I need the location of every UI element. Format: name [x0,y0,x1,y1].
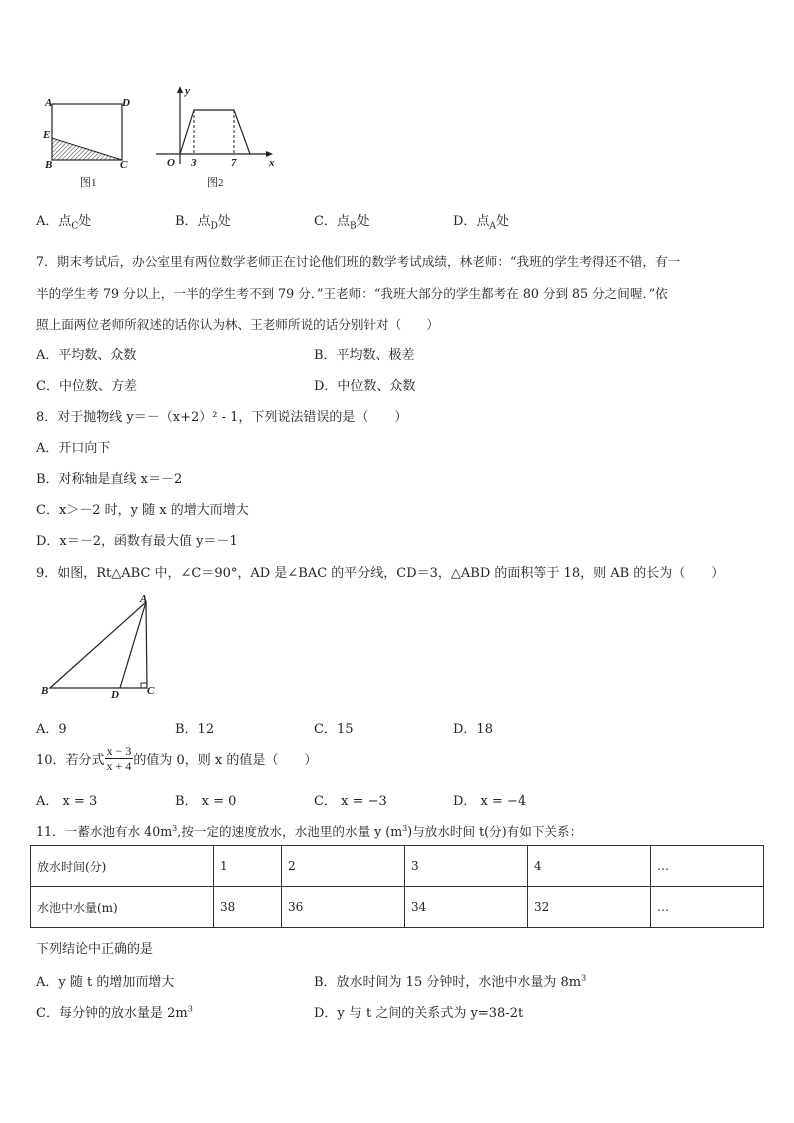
table-cell: 4 [528,846,651,887]
q8-option-a: A．开口向下 [36,441,111,456]
q10-option-d: D． x = −4 [453,794,527,809]
table-cell: 放水时间(分) [31,846,214,887]
q9-option-d: D．18 [453,722,493,737]
q7-line-3: 照上面两位老师所叙述的话你认为林、王老师所说的话分别针对（ ） [36,317,439,332]
label-C: C [147,685,155,697]
q6-option-a: A．点$_C$处 [36,214,92,232]
table-row [31,846,764,887]
label-A: A [45,97,53,109]
q9-stem: 9．如图，Rt△ABC 中，∠C＝90°，AD 是∠BAC 的平分线，CD＝3，△ABD 的面积等于 18，则 AB 的长为（ ） [36,566,725,581]
q8-option-b: B．对称轴是直线 x＝－2 [36,472,183,487]
label-O: O [167,157,175,169]
figure-1-caption: 图1 [80,177,97,189]
q7-option-c: C．中位数、方差 [36,379,137,394]
q11-stem: 11．一蓄水池有水 $40m^3$,按一定的速度放水，水池里的水量 y $(m^3)$与放水时间 t(分)有如下关系： [36,823,583,839]
table-cell: … [651,887,764,928]
label-y: y [185,85,190,97]
label-3: 3 [191,157,197,169]
q11-option-c: C．每分钟的放水量是 $2m^3$ [36,1004,193,1021]
q7-option-a: A．平均数、众数 [36,348,137,363]
shaded-triangle [52,138,122,160]
q11-after-table: 下列结论中正确的是 [36,942,154,957]
label-E: E [43,129,51,141]
trapezoid-graph [180,110,250,154]
q10-option-a: A． x = 3 [36,794,98,809]
y-axis-arrow [177,86,183,93]
table-cell: 34 [405,887,528,928]
table-cell: 36 [282,887,405,928]
table-row [31,887,764,928]
q11-table [30,845,764,928]
q9-option-b: B．12 [175,722,215,737]
q10-option-c: C． x = −3 [314,794,387,809]
right-angle-mark [141,683,147,688]
label-C: C [120,159,128,171]
q11-option-a: A．y 随 t 的增加而增大 [36,975,175,990]
table-cell: 38 [214,887,282,928]
q10-suffix: 的值为 0，则 x 的值是（ ） [133,753,318,768]
figure-2-caption: 图2 [207,177,224,189]
q8-stem: 8．对于抛物线 y＝－（x+2）² - 1，下列说法错误的是（ ） [36,410,408,425]
q11-option-b: B．放水时间为 15 分钟时，水池中水量为 $8m^3$ [314,973,587,990]
q7-line-2: 半的学生考 79 分以上，一半的学生考不到 79 分．”王老师：“我班大部分的学生都考在 80 分到 85 分之间喔．”依 [36,286,668,301]
q10-fraction [105,744,134,773]
q10-numerator: x − 3 [106,744,132,758]
q7-line-1: 7．期末考试后，办公室里有两位数学老师正在讨论他们班的数学考试成绩，林老师：“我班的学生考得还不错，有一 [36,254,681,269]
q9-figure [36,590,166,705]
q10-prefix: 10．若分式 [36,753,105,768]
label-A: A [140,593,148,605]
table-cell: 水池中水量(m) [31,887,214,928]
label-D: D [122,97,130,109]
q10-stem [36,744,317,773]
q8-option-d: D．x＝－2，函数有最大值 y＝－1 [36,534,238,549]
q10-option-b: B． x = 0 [175,794,237,809]
table-cell: … [651,846,764,887]
q6-option-c: C．点$_B$处 [314,214,370,232]
q6-option-d: D．点$_A$处 [453,214,509,232]
q9-option-a: A．9 [36,722,67,737]
label-x: x [269,157,275,169]
q6-option-b: B．点$_D$处 [175,214,231,232]
figure-1 [36,92,146,192]
q9-option-c: C．15 [314,722,354,737]
table-cell: 1 [214,846,282,887]
bisector-ad [120,602,146,688]
figure-2 [152,84,282,192]
label-B: B [41,685,49,697]
q7-option-d: D．中位数、众数 [314,379,416,394]
q11-option-d: D．y 与 t 之间的关系式为 y=38-2t [314,1006,524,1021]
table-cell: 2 [282,846,405,887]
label-7: 7 [231,157,237,169]
q7-option-b: B．平均数、极差 [314,348,415,363]
label-B: B [45,159,53,171]
table-cell: 3 [405,846,528,887]
label-D: D [111,689,119,701]
table-cell: 32 [528,887,651,928]
q8-option-c: C．x＞－2 时，y 随 x 的增大而增大 [36,503,249,518]
q10-denominator: x + 4 [106,759,132,773]
